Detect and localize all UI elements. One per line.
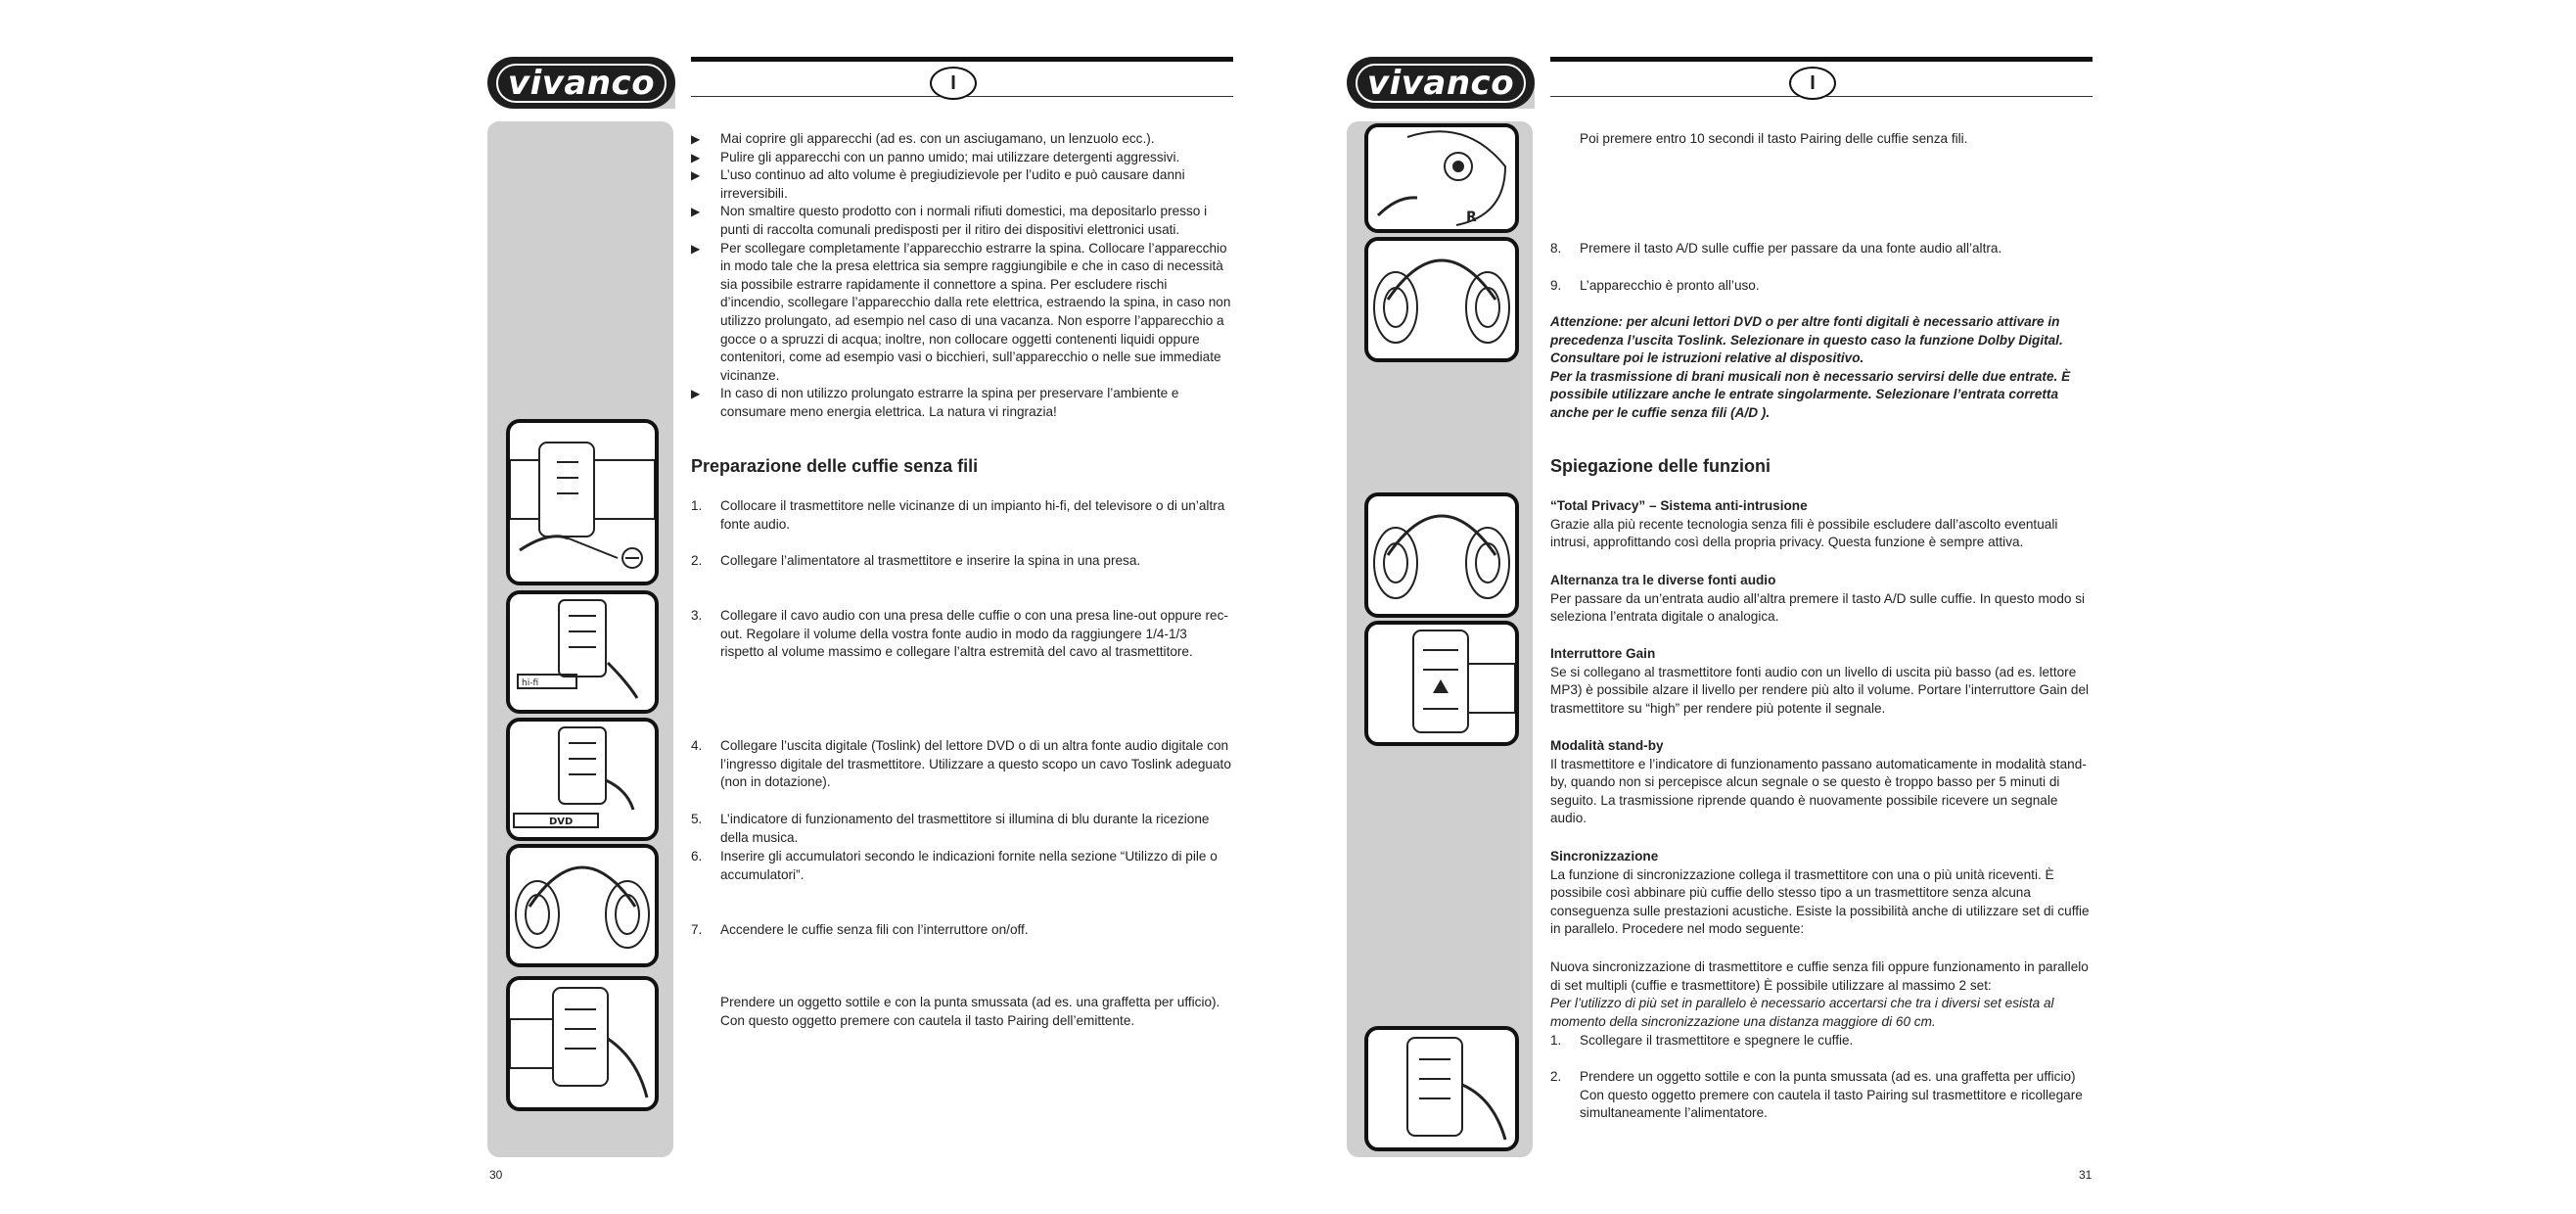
list-item: ▶ Pulire gli apparecchi con un panno umido; mai utilizzare detergenti aggressivi. — [691, 149, 1180, 164]
illustration-hifi-cable — [506, 590, 659, 714]
illustration-headphones-ad — [1364, 237, 1519, 362]
page-number-right: 31 — [2079, 1168, 2093, 1182]
list-item: ▶ Per scollegare completamente l’apparecchio estrarre la spina. Collocare l’apparecchio in modo tale che la presa elettrica sia sempre raggiungibile e che in caso di necessità sia possibile estrarre rapidamente il connettore a spina. Per escludere rischi d’incendio, scollegare l’apparecchio dalla rete elettrica, estraendo la spina, in caso non utilizzo prolungato, ad esempio nel caso di una vacanza. Non esporre l’apparecchio a gocce o a spruzzi di acqua; inoltre, non collocare oggetti contenenti liquidi oppure contenitori, come ad esempio vasi o bicchieri, sull’apparecchio o nelle sue immediate vicinanze. — [691, 240, 1231, 383]
list-item: ▶ In caso di non utilizzo prolungato estrarre la spina per preservare l’ambiente e consumare meno energia elettrica. La natura vi ringrazia! — [691, 386, 1179, 419]
brand-logo-left — [487, 57, 675, 109]
dvd-label: DVD — [549, 817, 574, 827]
illustration-gain-switch — [1364, 621, 1519, 746]
illustration-sync-pairing — [1364, 1026, 1519, 1151]
function-source-switch: Alternanza tra le diverse fonti audio Per passare da un’entrata audio all’altra premere il tasto A/D sulle cuffie. In questo modo si seleziona l’entrata digitale o analogica. — [1550, 573, 2086, 625]
section-title-functions: Spiegazione delle funzioni — [1550, 456, 1771, 476]
illustration-earcup-pairing — [1364, 123, 1519, 233]
list-item: ▶ L’uso continuo ad alto volume è pregiudizievole per l’udito e può causare danni irreversibili. — [691, 167, 1185, 201]
step-7: 7. Accendere le cuffie senza fili con l’interruttore on/off. — [691, 922, 1029, 937]
sync-step-1: 1. Scollegare il trasmettitore e spegnere le cuffie. — [1550, 1033, 1854, 1048]
section-title-preparation: Preparazione delle cuffie senza fili — [691, 456, 979, 476]
header-rule-left — [691, 57, 1233, 62]
function-sync: Sincronizzazione La funzione di sincronizzazione collega il trasmettitore con una o più unità riceventi. È possibile così abbinare più cuffie dello stesso tipo a un trasmettitore senza alcuna conseguenza sulle prestazioni acustiche. Esiste la possibilità anche di utilizzare set di cuffie in parallelo. Procedere nel modo seguente: — [1550, 849, 2090, 937]
illustration-headphones-open — [506, 844, 659, 967]
brand-logo-right — [1347, 57, 1535, 109]
brand-logo-text: vivanco — [1356, 64, 1526, 103]
parallel-sets-text: Nuova sincronizzazione di trasmettitore e cuffie senza fili oppure funzionamento in parallelo di set multipli (cuffie e trasmettitore) È possibile utilizzare al massimo 2 set: Per l’utilizzo di più set in parallelo è necessario accertarsi che tra i diversi set esista al momento della sincronizzazione una distanza maggiore di 60 cm. — [1550, 959, 2089, 1029]
step-1: 1. Collocare il trasmettitore nelle vicinanze di un impianto hi-fi, del televisore o di un’altra fonte audio. — [691, 498, 1225, 532]
function-standby: Modalità stand-by Il trasmettitore e l’indicatore di funzionamento passano automaticamente in modalità stand-by, quando non si percepisce alcun segnale o se questo è troppo basso per 5 minuti di seguito. La trasmissione riprende quando è nuovamente possibile ricevere un segnale audio. — [1550, 738, 2087, 826]
step-8: 8. Premere il tasto A/D sulle cuffie per passare da una fonte audio all’altra. — [1550, 241, 2002, 256]
step-6: 6. Inserire gli accumulatori secondo le indicazioni fornite nella sezione “Utilizzo di pile o accumulatori”. — [691, 849, 1218, 882]
list-item: ▶ Mai coprire gli apparecchi (ad es. con un asciugamano, un lenzuolo ecc.). — [691, 131, 1155, 146]
header-rule-right — [1550, 57, 2093, 62]
illustration-headphones-privacy — [1364, 492, 1519, 618]
language-marker-left: I — [930, 67, 977, 100]
attention-note: Attenzione: per alcuni lettori DVD o per altre fonti digitali è necessario attivare in precedenza l’uscita Toslink. Selezionare in questo caso la funzione Dolby Digital. Consultare poi le istruzioni relative al dispositivo. Per la trasmissione di brani musicali non è necessario servirsi delle due entrate. È possibile utilizzare anche le entrate singolarmente. Selezionare l’entrata corretta anche per le cuffie senza fili (A/D ). — [1550, 314, 2071, 420]
pairing-headphones-text: Poi premere entro 10 secondi il tasto Pairing delle cuffie senza fili. — [1580, 131, 1968, 146]
step-4: 4. Collegare l’uscita digitale (Toslink) del lettore DVD o di un altra fonte audio digitale con l’ingresso digitale del trasmettitore. Utilizzare a questo scopo un cavo Toslink adeguato (non in dotazione). — [691, 738, 1231, 790]
illustration-dvd-toslink — [506, 718, 659, 841]
function-gain: Interruttore Gain Se si collegano al trasmettitore fonti audio con un livello di uscita più basso (ad es. lettore MP3) è possibile alzare il livello per rendere più alto il volume. Portare l’interruttore Gain del trasmettitore su “high” per rendere più potente il segnale. — [1550, 646, 2090, 716]
illustration-transmitter-pairing — [506, 976, 659, 1111]
language-marker-right: I — [1789, 67, 1836, 100]
illustration-transmitter-power — [506, 419, 659, 585]
page-number-left: 30 — [489, 1168, 503, 1182]
function-total-privacy: “Total Privacy” – Sistema anti-intrusione Grazie alla più recente tecnologia senza fili è possibile escludere dall’ascolto eventuali intrusi, approfittando così della propria privacy. Questa funzione è sempre attiva. — [1550, 498, 2058, 550]
hifi-label: hi-fi — [522, 678, 539, 688]
step-3: 3. Collegare il cavo audio con una presa delle cuffie o con una presa line-out oppure rec-out. Regolare il volume della vostra fonte audio in modo da raggiungere 1/4-1/3 rispetto al volume massimo e collegare l’altra estremità del cavo al trasmettitore. — [691, 608, 1228, 660]
step-5: 5. L’indicatore di funzionamento del trasmettitore si illumina di blu durante la ricezione della musica. — [691, 812, 1210, 845]
step-2: 2. Collegare l’alimentatore al trasmettitore e inserire la spina in una presa. — [691, 553, 1141, 568]
earcup-right-label: R — [1466, 210, 1477, 225]
brand-logo-text: vivanco — [496, 64, 667, 103]
list-item: ▶ Non smaltire questo prodotto con i normali rifiuti domestici, ma depositarlo presso i punti di raccolta comunali predisposti per il ritiro dei dispositivi elettronici usati. — [691, 204, 1208, 237]
pairing-transmitter-text: Prendere un oggetto sottile e con la punta smussata (ad es. una graffetta per ufficio). Con questo oggetto premere con cautela il tasto Pairing dell’emittente. — [720, 995, 1220, 1028]
step-9: 9. L’apparecchio è pronto all’uso. — [1550, 278, 1760, 293]
sync-step-2: 2. Prendere un oggetto sottile e con la punta smussata (ad es. una graffetta per ufficio) Con questo oggetto premere con cautela il tasto Pairing sul trasmettitore e ricollegare simultaneamente l’alimentatore. — [1550, 1069, 2083, 1121]
safety-bullet-list — [691, 130, 1233, 422]
